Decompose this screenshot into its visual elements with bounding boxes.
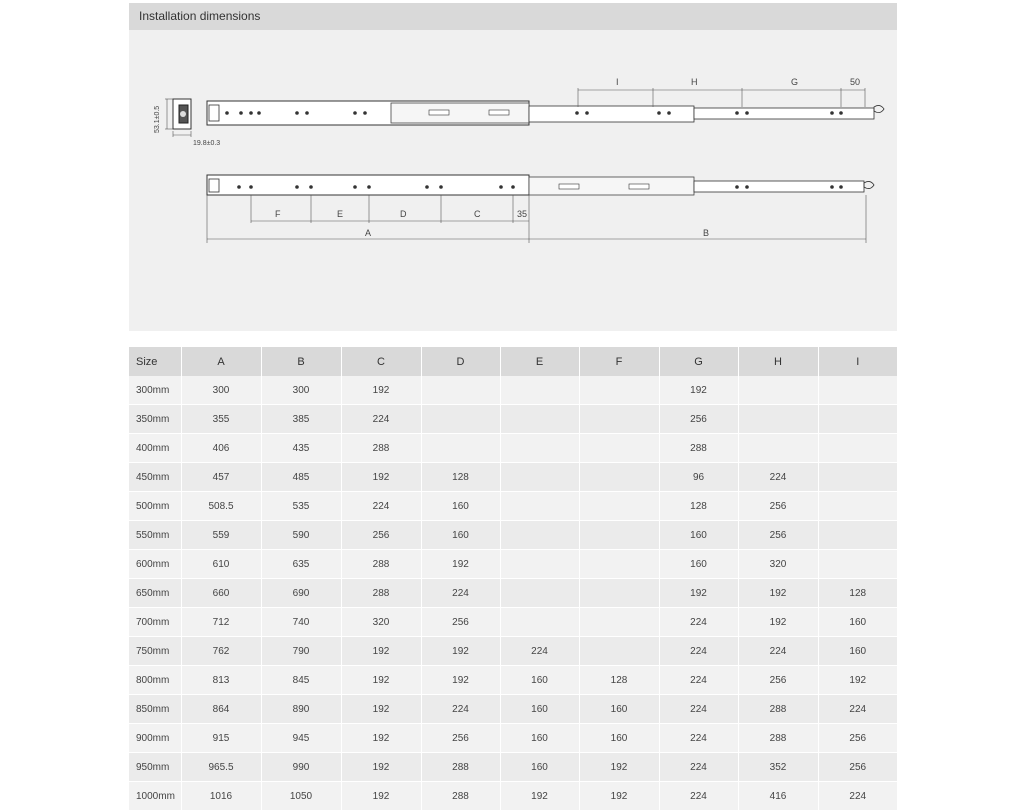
dimension-cell [818,463,897,492]
dimension-cell: 320 [738,550,818,579]
dimension-cell: 224 [341,405,421,434]
dimension-cell [500,376,579,405]
dimension-cell [738,376,818,405]
dimension-cell [818,434,897,463]
dimension-cell: 224 [738,463,818,492]
dimension-cell: 890 [261,695,341,724]
dimension-cell: 192 [421,666,500,695]
dimension-cell [579,521,659,550]
size-cell: 500mm [129,492,181,521]
dimension-cell: 224 [500,637,579,666]
dimension-cell: 288 [341,550,421,579]
dimension-cell [500,579,579,608]
dimension-cell [500,492,579,521]
dimension-cell: 288 [341,434,421,463]
panel-title: Installation dimensions [129,3,897,30]
slide-closed-bottom [207,175,874,195]
dimension-cell [818,376,897,405]
dimension-cell: 740 [261,608,341,637]
table-row [129,724,897,753]
column-header-c: C [341,347,421,376]
table-row [129,666,897,695]
slide-technical-drawing [129,3,897,331]
size-cell: 450mm [129,463,181,492]
dimension-cell: 192 [659,376,738,405]
dim-label-h: H [691,77,698,87]
dimension-cell: 224 [421,579,500,608]
dimension-cell: 224 [659,753,738,782]
dimension-cell: 256 [659,405,738,434]
dimension-cell: 160 [421,521,500,550]
dimension-cell: 224 [659,608,738,637]
dimension-cell [818,492,897,521]
dimension-cell: 160 [818,637,897,666]
dimension-cell: 256 [738,521,818,550]
dimension-cell: 256 [818,753,897,782]
dimension-cell: 192 [579,782,659,811]
column-header-b: B [261,347,341,376]
dimension-cell: 256 [738,666,818,695]
dimension-cell: 508.5 [181,492,261,521]
profile-width-label: 19.8±0.3 [193,140,221,147]
size-cell: 400mm [129,434,181,463]
dimension-cell [579,463,659,492]
dimension-cell: 160 [818,608,897,637]
dimension-cell: 790 [261,637,341,666]
installation-dimensions-panel [129,3,897,331]
dimension-cell: 256 [818,724,897,753]
column-header-h: H [738,347,818,376]
dimension-cell: 288 [659,434,738,463]
column-header-f: F [579,347,659,376]
dimension-cell [738,434,818,463]
dimension-cell: 224 [738,637,818,666]
dimension-cell: 128 [659,492,738,521]
dimension-cell: 192 [738,579,818,608]
dimension-cell: 160 [500,753,579,782]
dimension-cell [500,550,579,579]
dimension-cell: 300 [261,376,341,405]
column-header-g: G [659,347,738,376]
column-header-d: D [421,347,500,376]
dimension-cell: 660 [181,579,261,608]
dimension-cell: 1016 [181,782,261,811]
size-cell: 750mm [129,637,181,666]
dimension-cell: 192 [341,376,421,405]
dimension-cell: 610 [181,550,261,579]
dimension-cell: 288 [421,782,500,811]
column-header-i: I [818,347,897,376]
dimension-cell: 224 [659,637,738,666]
dimension-cell [500,405,579,434]
slide-extended-top [207,101,884,125]
dimension-cell: 864 [181,695,261,724]
dimension-cell: 160 [659,550,738,579]
dimensions-table [129,347,897,811]
dim-label-50: 50 [850,77,861,87]
dimension-cell: 352 [738,753,818,782]
dimension-cell: 559 [181,521,261,550]
dimension-cell: 224 [659,724,738,753]
dimension-cell: 416 [738,782,818,811]
size-cell: 600mm [129,550,181,579]
dimension-cell [579,608,659,637]
dimension-cell [421,405,500,434]
size-cell: 350mm [129,405,181,434]
dimension-cell: 256 [421,608,500,637]
top-dimension-lines [578,88,865,107]
dimension-cell [579,579,659,608]
dimension-cell: 435 [261,434,341,463]
table-row [129,579,897,608]
dimension-cell [500,521,579,550]
dimension-cell: 192 [421,550,500,579]
dimension-cell [500,434,579,463]
dimension-cell: 256 [738,492,818,521]
dimension-cell [818,405,897,434]
dim-label-g: G [791,77,799,87]
dimension-cell: 355 [181,405,261,434]
table-row [129,376,897,405]
dimension-cell: 965.5 [181,753,261,782]
dimension-cell: 590 [261,521,341,550]
dimension-cell: 320 [341,608,421,637]
dimension-cell: 224 [659,695,738,724]
dimension-cell: 192 [341,666,421,695]
dimension-cell: 192 [341,782,421,811]
dimension-cell: 535 [261,492,341,521]
dimension-cell: 457 [181,463,261,492]
dim-label-i: I [616,77,619,87]
dimension-cell: 990 [261,753,341,782]
size-cell: 1000mm [129,782,181,811]
dimension-cell: 288 [738,695,818,724]
dimension-cell [579,550,659,579]
dimension-cell: 192 [818,666,897,695]
bottom-dimension-lines [207,195,866,243]
dimension-cell: 224 [421,695,500,724]
column-header-size: Size [129,347,181,376]
table-row [129,550,897,579]
dimension-cell: 690 [261,579,341,608]
dimension-cell: 945 [261,724,341,753]
dimension-cell: 160 [659,521,738,550]
dimension-cell: 128 [579,666,659,695]
dimension-cell [738,405,818,434]
table-header-row [129,347,897,376]
dimension-cell: 406 [181,434,261,463]
table-row [129,521,897,550]
dimension-cell [579,637,659,666]
dimension-cell: 192 [341,753,421,782]
dim-label-35: 35 [517,209,528,219]
dimension-cell [421,434,500,463]
table-row [129,492,897,521]
dimension-cell: 224 [659,666,738,695]
size-cell: 650mm [129,579,181,608]
size-cell: 550mm [129,521,181,550]
dimension-cell [421,376,500,405]
dimension-cell: 160 [500,666,579,695]
dimension-cell: 160 [421,492,500,521]
dimension-cell: 192 [500,782,579,811]
dimension-cell [579,492,659,521]
dimension-cell: 288 [421,753,500,782]
table-row [129,753,897,782]
dimension-cell: 192 [341,724,421,753]
table-row [129,608,897,637]
dimension-cell: 300 [181,376,261,405]
dimension-cell [500,463,579,492]
profile-height-label: 53.1±0.5 [154,105,161,133]
size-cell: 300mm [129,376,181,405]
table-row [129,405,897,434]
table-row [129,434,897,463]
column-header-a: A [181,347,261,376]
dimension-cell: 224 [659,782,738,811]
dimension-cell: 762 [181,637,261,666]
dimension-cell: 160 [500,695,579,724]
dimension-cell: 635 [261,550,341,579]
dimension-cell [579,376,659,405]
dimension-cell: 288 [341,579,421,608]
dimension-cell [818,550,897,579]
dimension-cell: 385 [261,405,341,434]
dimension-cell: 192 [341,695,421,724]
dimension-cell: 845 [261,666,341,695]
dimension-cell: 160 [579,695,659,724]
dimension-cell: 128 [818,579,897,608]
dimension-cell: 224 [818,695,897,724]
size-cell: 900mm [129,724,181,753]
size-cell: 950mm [129,753,181,782]
dimension-cell: 485 [261,463,341,492]
dimension-cell [818,521,897,550]
dimension-cell: 256 [421,724,500,753]
dimension-cell: 96 [659,463,738,492]
dimension-cell: 224 [818,782,897,811]
size-cell: 850mm [129,695,181,724]
dimension-cell [579,405,659,434]
size-cell: 800mm [129,666,181,695]
dimension-cell: 160 [500,724,579,753]
dimension-cell: 256 [341,521,421,550]
table-row [129,463,897,492]
dimension-cell: 192 [341,463,421,492]
dimension-cell: 160 [579,724,659,753]
size-cell: 700mm [129,608,181,637]
dim-label-b: B [703,228,710,238]
dim-label-c: C [474,209,481,219]
dimension-cell: 192 [659,579,738,608]
table-row [129,782,897,811]
dimension-cell: 1050 [261,782,341,811]
dimension-cell: 192 [579,753,659,782]
dim-label-d: D [400,209,407,219]
column-header-e: E [500,347,579,376]
dim-label-e: E [337,209,344,219]
dimension-cell [579,434,659,463]
profile-cross-section [165,99,191,137]
dimension-cell: 192 [341,637,421,666]
dimension-cell: 128 [421,463,500,492]
table-body [129,376,897,811]
dimension-cell: 288 [738,724,818,753]
dimension-cell: 224 [341,492,421,521]
dimension-cell: 192 [421,637,500,666]
table-row [129,695,897,724]
dimension-cell [500,608,579,637]
dim-label-a: A [365,228,372,238]
dimension-cell: 915 [181,724,261,753]
dim-label-f: F [275,209,281,219]
dimension-cell: 813 [181,666,261,695]
dimension-cell: 712 [181,608,261,637]
table-row [129,637,897,666]
dimension-cell: 192 [738,608,818,637]
